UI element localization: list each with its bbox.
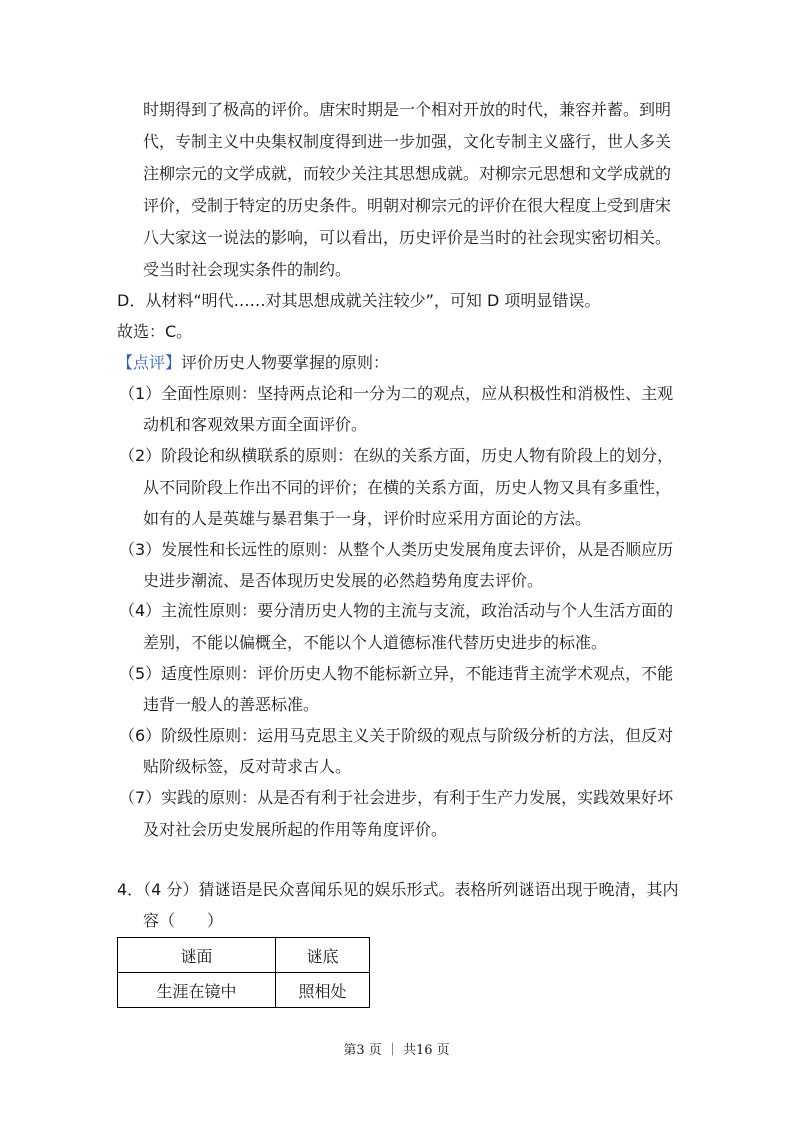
principle-5-cont: 违背一般人的善恶标准。 xyxy=(143,695,320,714)
table-header-cell: 谜面 xyxy=(118,938,276,973)
principle-6: （6）阶级性原则：运用马克思主义关于阶级的观点与阶级分析的方法，但反对 xyxy=(119,726,674,745)
principle-5: （5）适度性原则：评价历史人物不能标新立异，不能违背主流学术观点，不能 xyxy=(119,664,674,683)
analysis-line: 时期得到了极高的评价。唐宋时期是一个相对开放的时代，兼容并蓄。到明 xyxy=(143,100,672,119)
question-4-stem-cont: 容（ ） xyxy=(143,911,224,930)
principle-2: （2）阶段论和纵横联系的原则：在纵的关系方面，历史人物有阶段上的划分， xyxy=(119,446,674,465)
principle-3-cont: 史进步潮流、是否体现历史发展的必然趋势角度去评价。 xyxy=(143,571,544,590)
dianping-line xyxy=(117,353,389,373)
principle-4-cont: 差别，不能以偏概全，不能以个人道德标准代替历史进步的标准。 xyxy=(143,633,608,652)
analysis-line: 评价，受制于特定的历史条件。明朝对柳宗元的评价在很大程度上受到唐宋 xyxy=(143,196,672,215)
principle-7-cont: 及对社会历史发展所起的作用等角度评价。 xyxy=(143,820,448,839)
analysis-line: 代，专制主义中央集权制度得到进一步加强，文化专制主义盛行，世人多关 xyxy=(143,132,672,151)
principle-1-cont: 动机和客观效果方面全面评价。 xyxy=(143,415,368,434)
dianping-text: 评价历史人物要掌握的原则： xyxy=(181,353,390,372)
riddle-table xyxy=(117,937,370,1008)
analysis-line: 八大家这一说法的影响，可以看出，历史评价是当时的社会现实密切相关。 xyxy=(143,228,672,247)
principle-4: （4）主流性原则：要分清历史人物的主流与支流，政治活动与个人生活方面的 xyxy=(119,601,674,620)
principle-1: （1）全面性原则：坚持两点论和一分为二的观点，应从积极性和消极性、主观 xyxy=(119,384,674,403)
table-header-cell: 谜底 xyxy=(276,938,370,973)
table-cell: 生涯在镜中 xyxy=(118,973,276,1008)
analysis-line: 受当时社会现实条件的制约。 xyxy=(143,260,352,279)
table-row xyxy=(118,973,370,1008)
question-4-stem: 4．（4 分）猜谜语是民众喜闻乐见的娱乐形式。表格所列谜语出现于晚清，其内 xyxy=(117,880,679,899)
page-footer: 第3 页 ｜ 共16 页 xyxy=(343,1043,450,1058)
principle-3: （3）发展性和长远性的原则：从整个人类历史发展角度去评价，从是否顺应历 xyxy=(119,540,674,559)
table-cell: 照相处 xyxy=(276,973,370,1008)
answer-line: 故选：C。 xyxy=(117,322,193,341)
option-d-analysis: D．从材料“明代……对其思想成就关注较少”，可知 D 项明显错误。 xyxy=(117,291,601,310)
principle-7: （7）实践的原则：从是否有利于社会进步，有利于生产力发展，实践效果好坏 xyxy=(119,788,674,807)
table-header-row xyxy=(118,938,370,973)
principle-6-cont: 贴阶级标签，反对苛求古人。 xyxy=(143,757,352,776)
dianping-tag: 【点评】 xyxy=(117,353,182,372)
analysis-line: 注柳宗元的文学成就，而较少关注其思想成就。对柳宗元思想和文学成就的 xyxy=(143,164,672,183)
principle-2-cont: 从不同阶段上作出不同的评价；在横的关系方面，历史人物又具有多重性， xyxy=(143,478,672,497)
principle-2-cont: 如有的人是英雄与暴君集于一身，评价时应采用方面论的方法。 xyxy=(143,509,592,528)
